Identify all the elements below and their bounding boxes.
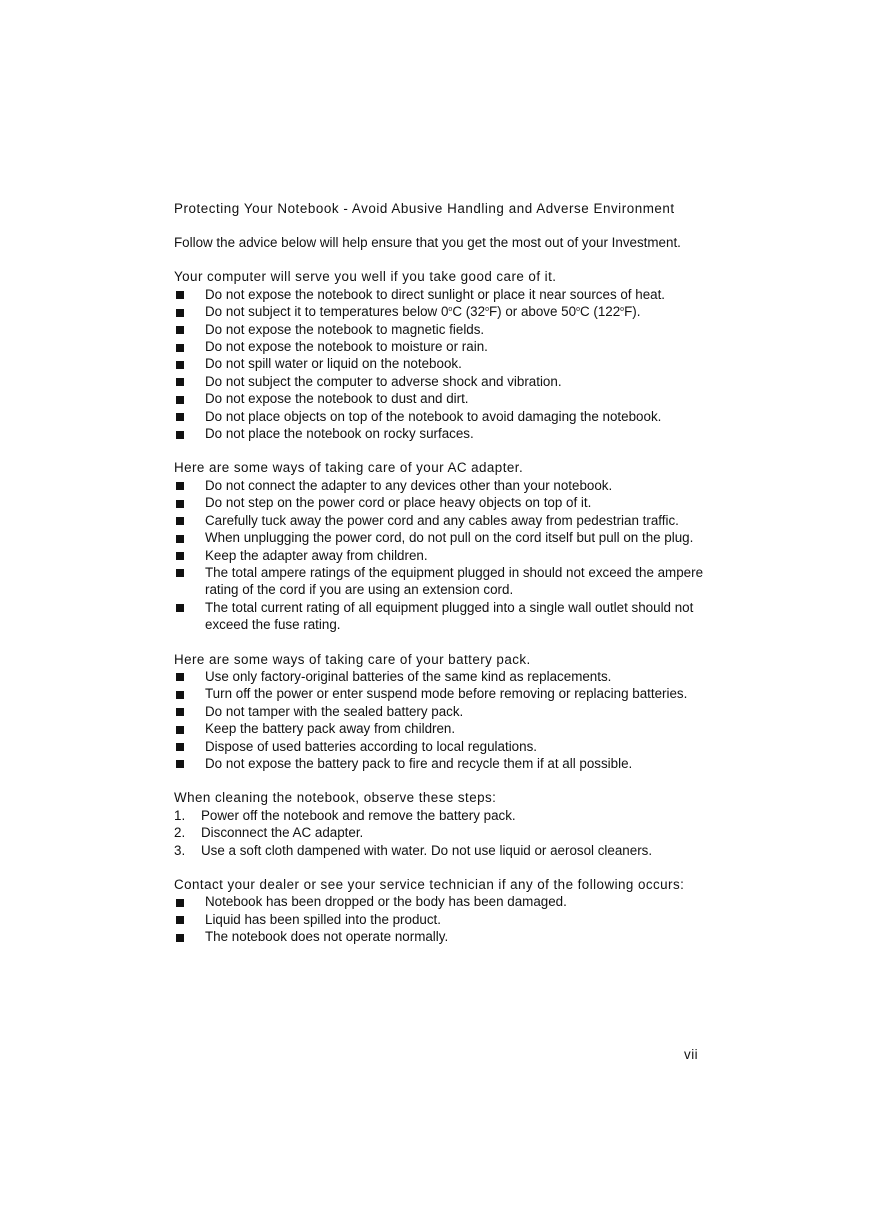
text-segment: C (32 bbox=[452, 304, 486, 320]
cleaning-steps bbox=[174, 807, 719, 859]
list-item-text: The total current rating of all equipment plugged into a single wall outlet should not exceed the fuse rating. bbox=[205, 599, 694, 633]
list-item bbox=[174, 668, 719, 685]
page-title: Protecting Your Notebook - Avoid Abusive Handling and Adverse Environment bbox=[174, 201, 675, 216]
list-item bbox=[174, 321, 719, 338]
square-bullet-icon bbox=[176, 396, 184, 404]
list-item bbox=[174, 390, 719, 407]
list-item bbox=[174, 529, 719, 546]
list-item-text: Use only factory-original batteries of the same kind as replacements. bbox=[205, 668, 612, 684]
step-item bbox=[174, 824, 719, 841]
list-item-text: The total ampere ratings of the equipment plugged in should not exceed the ampere rating of the cord if you are using an extension cord. bbox=[205, 564, 704, 598]
step-number: 1. bbox=[174, 807, 186, 823]
list-item-text: Do not place the notebook on rocky surfaces. bbox=[205, 426, 474, 442]
step-text: Power off the notebook and remove the battery pack. bbox=[201, 807, 516, 823]
page-content bbox=[174, 200, 719, 946]
list-item-text: Do not expose the notebook to moisture or rain. bbox=[205, 339, 488, 355]
square-bullet-icon bbox=[176, 743, 184, 751]
square-bullet-icon bbox=[176, 482, 184, 490]
square-bullet-icon bbox=[176, 413, 184, 421]
cleaning-heading: When cleaning the notebook, observe these steps: bbox=[174, 790, 497, 806]
degree-mark: o bbox=[576, 306, 580, 314]
step-number: 2. bbox=[174, 825, 186, 841]
list-item-text: Turn off the power or enter suspend mode before removing or replacing batteries. bbox=[205, 686, 688, 702]
square-bullet-icon bbox=[176, 552, 184, 560]
list-item bbox=[174, 564, 719, 599]
square-bullet-icon bbox=[176, 535, 184, 543]
list-item-text: When unplugging the power cord, do not pull on the cord itself but pull on the plug. bbox=[205, 530, 694, 546]
list-item-text: Do not tamper with the sealed battery pack. bbox=[205, 703, 464, 719]
page-number: vii bbox=[684, 1047, 699, 1062]
list-item bbox=[174, 477, 719, 494]
step-number: 3. bbox=[174, 842, 186, 858]
list-item bbox=[174, 928, 719, 945]
list-item-text: Notebook has been dropped or the body has been damaged. bbox=[205, 894, 567, 910]
square-bullet-icon bbox=[176, 517, 184, 525]
care-section bbox=[174, 268, 719, 442]
square-bullet-icon bbox=[176, 344, 184, 352]
square-bullet-icon bbox=[176, 934, 184, 942]
list-item bbox=[174, 408, 719, 425]
step-text: Use a soft cloth dampened with water. Do not use liquid or aerosol cleaners. bbox=[201, 842, 653, 858]
list-item bbox=[174, 755, 719, 772]
service-heading: Contact your dealer or see your service technician if any of the following occurs: bbox=[174, 877, 685, 892]
list-item-text: Do not step on the power cord or place heavy objects on top of it. bbox=[205, 495, 592, 511]
list-item bbox=[174, 373, 719, 390]
battery-list bbox=[174, 668, 719, 772]
intro-paragraph: Follow the advice below will help ensure that you get the most out of your Investment. bbox=[174, 235, 681, 250]
list-item-text: Do not expose the notebook to direct sunlight or place it near sources of heat. bbox=[205, 286, 666, 302]
list-item-text: Do not subject the computer to adverse shock and vibration. bbox=[205, 373, 562, 389]
list-item bbox=[174, 425, 719, 442]
text-segment: Do not subject it to temperatures below 0 bbox=[205, 304, 449, 320]
list-item-text: Keep the adapter away from children. bbox=[205, 547, 428, 563]
text-segment: F) or above 50 bbox=[488, 304, 577, 320]
square-bullet-icon bbox=[176, 691, 184, 699]
square-bullet-icon bbox=[176, 500, 184, 508]
list-item bbox=[174, 599, 719, 634]
service-section bbox=[174, 876, 719, 946]
step-item bbox=[174, 807, 719, 824]
list-item bbox=[174, 303, 719, 320]
list-item bbox=[174, 738, 719, 755]
list-item-text: Carefully tuck away the power cord and any cables away from pedestrian traffic. bbox=[205, 512, 679, 528]
degree-mark: o bbox=[448, 306, 453, 314]
care-heading: Your computer will serve you well if you take good care of it. bbox=[174, 269, 557, 285]
degree-mark: o bbox=[485, 306, 489, 314]
square-bullet-icon bbox=[176, 361, 184, 369]
list-item bbox=[174, 355, 719, 372]
degree-mark: o bbox=[620, 306, 625, 314]
list-item-text: Dispose of used batteries according to local regulations. bbox=[205, 738, 537, 754]
square-bullet-icon bbox=[176, 708, 184, 716]
adapter-list bbox=[174, 477, 719, 634]
list-item bbox=[174, 720, 719, 737]
list-item-text bbox=[205, 304, 640, 319]
battery-section bbox=[174, 651, 719, 773]
square-bullet-icon bbox=[176, 309, 184, 317]
square-bullet-icon bbox=[176, 378, 184, 386]
battery-heading: Here are some ways of taking care of your battery pack. bbox=[174, 651, 531, 667]
step-text: Disconnect the AC adapter. bbox=[201, 825, 364, 841]
care-list bbox=[174, 286, 719, 443]
list-item-text: Keep the battery pack away from children. bbox=[205, 721, 456, 737]
square-bullet-icon bbox=[176, 899, 184, 907]
step-item bbox=[174, 842, 719, 859]
list-item bbox=[174, 494, 719, 511]
adapter-section bbox=[174, 459, 719, 633]
cleaning-section bbox=[174, 789, 719, 859]
square-bullet-icon bbox=[176, 916, 184, 924]
text-segment: F). bbox=[624, 304, 641, 320]
list-item bbox=[174, 338, 719, 355]
square-bullet-icon bbox=[176, 760, 184, 768]
square-bullet-icon bbox=[176, 673, 184, 681]
square-bullet-icon bbox=[176, 291, 184, 299]
list-item-text: Do not expose the notebook to magnetic fields. bbox=[205, 321, 485, 337]
list-item-text: Do not spill water or liquid on the notebook. bbox=[205, 356, 462, 372]
square-bullet-icon bbox=[176, 569, 184, 577]
list-item bbox=[174, 286, 719, 303]
list-item bbox=[174, 512, 719, 529]
list-item-text: Do not connect the adapter to any devices other than your notebook. bbox=[205, 477, 613, 493]
list-item-text: Do not expose the battery pack to fire and recycle them if at all possible. bbox=[205, 755, 633, 771]
list-item bbox=[174, 685, 719, 702]
list-item bbox=[174, 911, 719, 928]
square-bullet-icon bbox=[176, 604, 184, 612]
service-list bbox=[174, 893, 719, 945]
list-item bbox=[174, 703, 719, 720]
list-item bbox=[174, 893, 719, 910]
text-segment: C (122 bbox=[579, 304, 621, 320]
square-bullet-icon bbox=[176, 326, 184, 334]
list-item bbox=[174, 547, 719, 564]
adapter-heading: Here are some ways of taking care of your AC adapter. bbox=[174, 460, 524, 476]
square-bullet-icon bbox=[176, 431, 184, 439]
square-bullet-icon bbox=[176, 726, 184, 734]
list-item-text: The notebook does not operate normally. bbox=[205, 929, 449, 945]
list-item-text: Liquid has been spilled into the product. bbox=[205, 911, 441, 927]
list-item-text: Do not expose the notebook to dust and dirt. bbox=[205, 391, 469, 407]
list-item-text: Do not place objects on top of the notebook to avoid damaging the notebook. bbox=[205, 408, 662, 424]
